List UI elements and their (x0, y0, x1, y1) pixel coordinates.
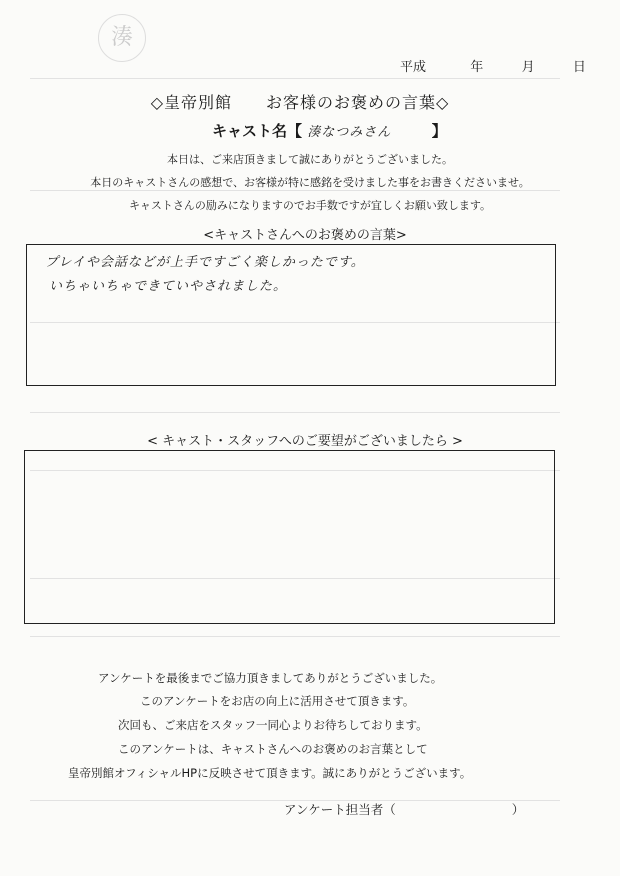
year-label: 年 (470, 60, 484, 75)
survey-staff-close: ） (511, 802, 525, 817)
praise-handwritten-line: いちゃいちゃできていやされました。 (49, 279, 288, 294)
era-label: 平成 (400, 60, 427, 75)
form-title: ◇皇帝別館 お客様のお褒めの言葉◇ (150, 93, 450, 112)
closing-line: 皇帝別館オフィシャルHPに反映させて頂きます。誠にありがとうございます。 (68, 766, 472, 780)
day-label: 日 (572, 60, 586, 75)
show-through-line (30, 78, 560, 79)
praise-section-title: <キャストさんへのお褒めの言葉> (203, 228, 407, 243)
closing-line: このアンケートをお店の向上に活用させて頂きます。 (140, 694, 415, 708)
intro-line: キャストさんの励みになりますのでお手数ですが宜しくお願い致します。 (128, 199, 492, 212)
cast-name-close: 】 (431, 122, 447, 140)
cast-name-handwritten: 湊なつみさん (307, 125, 392, 140)
cast-name-line (212, 120, 447, 141)
closing-line: アンケートを最後までご協力頂きましてありがとうございました。 (98, 671, 443, 685)
closing-line: このアンケートは、キャストさんへのお褒めのお言葉として (118, 742, 428, 756)
month-label: 月 (521, 60, 535, 75)
intro-line: 本日は、ご来店頂きまして誠にありがとうございました。 (167, 153, 453, 166)
faint-stamp-mark: 湊 (98, 14, 146, 62)
praise-comment-box (26, 244, 556, 386)
show-through-line (30, 412, 560, 413)
closing-line: 次回も、ご来店をスタッフ一同心よりお待ちしております。 (118, 718, 428, 732)
survey-staff-line (284, 800, 524, 818)
praise-handwritten-line: プレイや会話などが上手ですごく楽しかったです。 (45, 255, 365, 270)
date-line (400, 56, 586, 75)
survey-staff-label: アンケート担当者（ (284, 802, 396, 817)
request-section-title: < キャスト・スタッフへのご要望がございましたら > (147, 434, 463, 449)
show-through-line (30, 190, 560, 191)
cast-name-label: キャスト名【 (212, 122, 303, 140)
show-through-line (30, 636, 560, 637)
request-comment-box (24, 450, 555, 624)
intro-line: 本日のキャストさんの感想で、お客様が特に感銘を受けました事をお書きくださいませ。 (90, 176, 530, 189)
